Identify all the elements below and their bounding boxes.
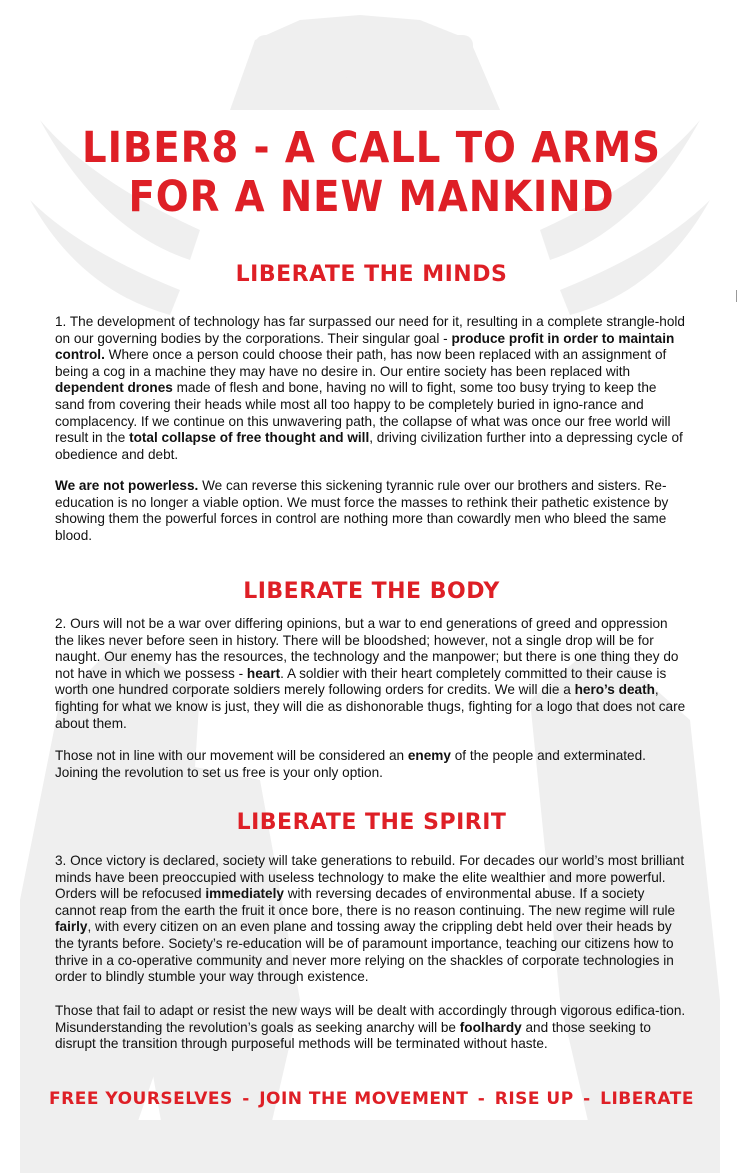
footer-separator: -: [477, 1089, 486, 1109]
footer-separator: -: [583, 1089, 591, 1109]
body-text: Those not in line with our movement will be considered an: [55, 748, 408, 763]
body-text: made of flesh and bone, having no will to fight, some too busy trying to keep the sand from covering their heads while most all too happy to be completely buried in igno-rance and complacency. If we continue on this unwavering path, the collapse of what was once our free world will result in the: [55, 380, 671, 446]
title-line-1: LIBER8 - A CALL TO ARMS: [82, 123, 661, 173]
body-text: , with every citizen on an even plane and tossing away the crippling debt held over their heads by the tyrants before. Society’s re-education will be of paramount importance, teaching our citizens how to thrive in a co-operative community and never more relying on the shackles of corporate technologies in order to blindly stumble your way through existence.: [55, 919, 674, 985]
section-spirit-paragraph-1: [55, 853, 687, 986]
section-spirit-paragraph-2: [55, 1003, 687, 1053]
section-heading-minds: LIBERATE THE MINDS: [235, 262, 508, 287]
body-text: with reversing decades of environmental abuse. If a society cannot reap from the earth the fruit it once bore, there is no reason continuing. The new regime will rule: [55, 886, 676, 918]
section-body-paragraph-2: [55, 748, 687, 781]
emphasis-text: dependent drones: [55, 380, 173, 396]
body-text: , driving civilization further into a depressing cycle of obedience and debt.: [55, 430, 683, 462]
emphasis-text: produce profit in order to maintain control.: [55, 330, 675, 363]
body-text: , fighting for what we know is just, they will die as dishonorable thugs, fighting for a logo that does not care about them.: [55, 682, 686, 731]
body-text: We can reverse this sickening tyrannic rule over our brothers and sisters. Re-education is no longer a viable option. We must force the masses to rethink their pathetic existence by showing them the powerful forces in control are nothing more than cowardly men who bleed the same blood.: [55, 478, 669, 543]
body-text: Those that fail to adapt or resist the new ways will be dealt with accordingly through vigorous edifica-tion. Misunderstanding the revolution’s goals as seeking anarchy will be: [55, 1003, 686, 1035]
body-text: 1. The development of technology has far surpassed our need for it, resulting in a complete strangle-hold on our governing bodies by the corporations. Their singular goal -: [55, 314, 685, 346]
footer-item-3: RISE UP: [494, 1089, 574, 1109]
footer-slogan: [0, 1088, 743, 1110]
section-heading-body: LIBERATE THE BODY: [243, 579, 500, 604]
body-text: and those seeking to disrupt the transition through purposeful methods will be terminated without haste.: [55, 1019, 651, 1052]
footer-separator: -: [242, 1089, 250, 1109]
footer-item-2: JOIN THE MOVEMENT: [259, 1089, 469, 1109]
emphasis-text: total collapse of free thought and will: [129, 430, 370, 446]
body-text: 2. Ours will not be a war over differing opinions, but a war to end generations of greed and oppression the likes never before seen in history. There will be bloodshed; however, not a single drop will be for naught. Our enemy has the resources, the technology and the manpower; but there is one thing they do not have in which we possess -: [55, 616, 679, 681]
footer-item-4: LIBERATE: [600, 1089, 694, 1109]
emphasis-text: immediately: [205, 886, 284, 902]
body-text: 3. Once victory is declared, society will take generations to rebuild. For decades our world’s most brilliant minds have been preoccupied with useless technology to make the elite wealthier and more powerful. Orders will be refocused: [55, 853, 685, 902]
section-body-paragraph-1: [55, 616, 687, 732]
footer-item-1: FREE YOURSELVES: [49, 1089, 233, 1109]
body-text: . A soldier with their heart completely committed to their cause is worth one hundred corporate soldiers merely following orders for credits. We will die a: [55, 665, 667, 698]
section-minds-paragraph-2: [55, 478, 687, 544]
emphasis-text: hero’s death: [574, 682, 655, 698]
body-text: of the people and exterminated. Joining the revolution to set us free is your only option.: [55, 748, 646, 780]
page-title: [37, 124, 706, 222]
section-minds-paragraph-1: [55, 314, 687, 463]
page-edge-mark: [736, 290, 741, 302]
emphasis-text: fairly: [55, 919, 88, 935]
emphasis-text: heart: [246, 665, 281, 681]
emphasis-text: We are not powerless.: [55, 478, 199, 493]
section-heading-spirit: LIBERATE THE SPIRIT: [236, 810, 507, 835]
emphasis-text: enemy: [407, 748, 451, 763]
title-line-2: FOR A NEW MANKIND: [128, 172, 615, 222]
body-text: Where once a person could choose their path, has now been replaced with an assignment of being a cog in a machine they may have no desire in. Our entire society has been replaced with: [55, 347, 667, 379]
emphasis-text: foolhardy: [459, 1019, 522, 1035]
